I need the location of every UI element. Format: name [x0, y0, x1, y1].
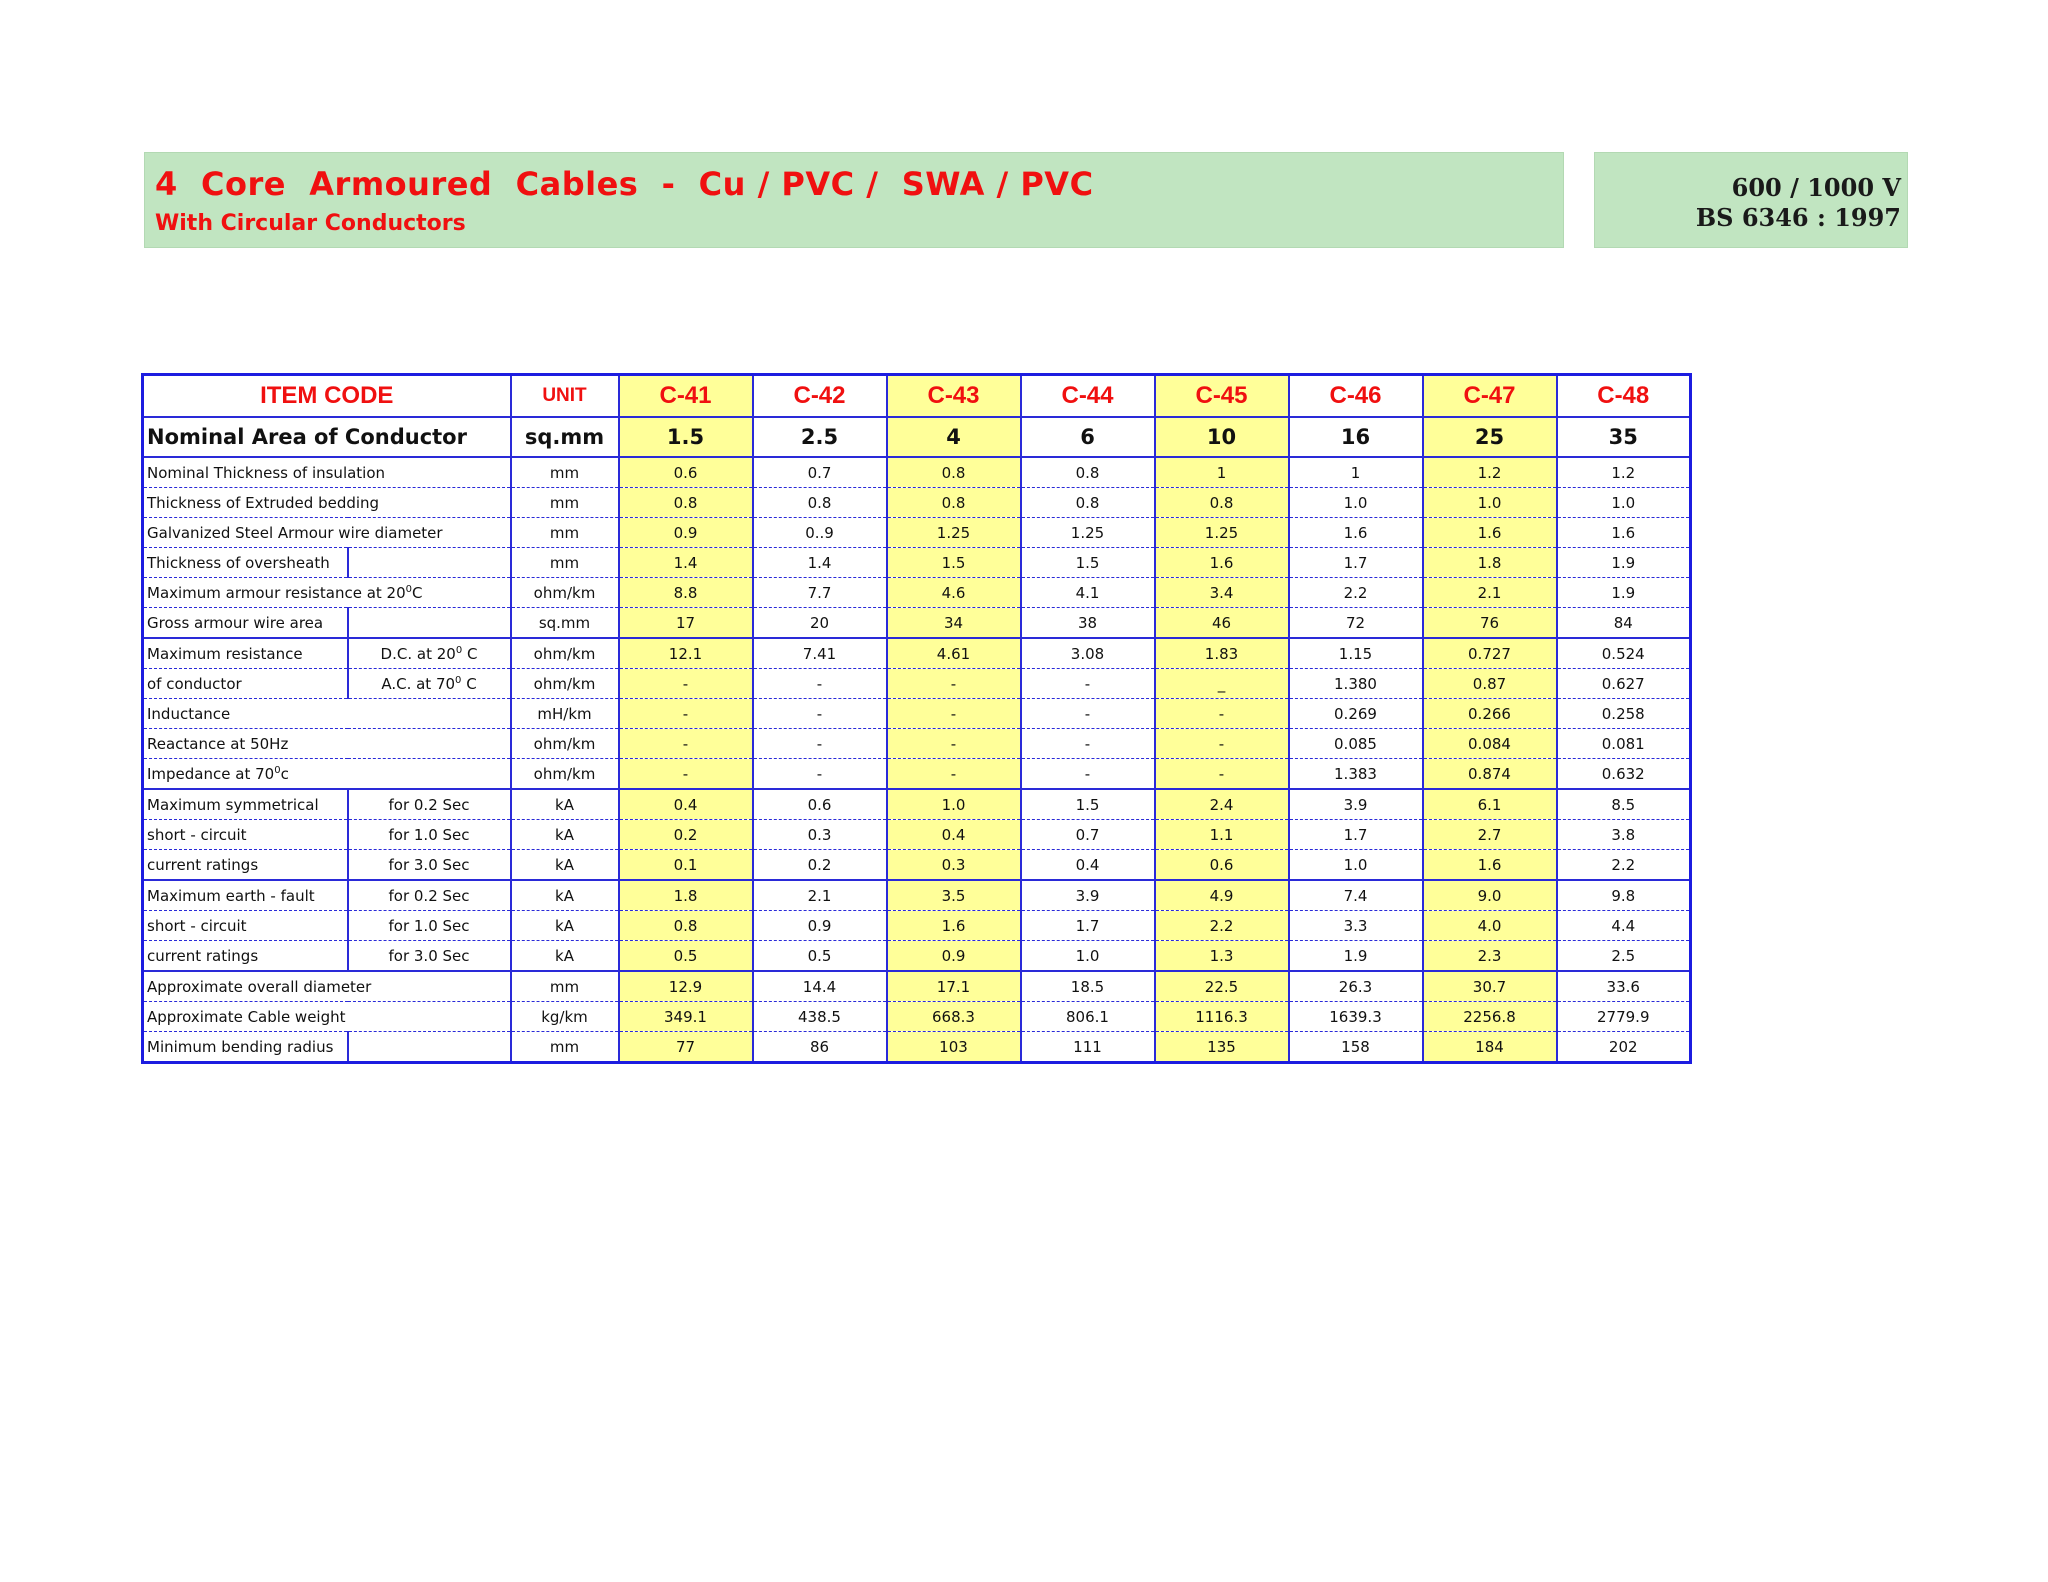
row-label: Gross armour wire area — [143, 608, 348, 639]
row-value-cell: 0.258 — [1557, 699, 1691, 729]
row-value-cell: 3.4 — [1155, 578, 1289, 608]
row-value-cell: 1.83 — [1155, 638, 1289, 669]
row-unit: kA — [511, 880, 619, 911]
spec-row-sym-02 — [143, 789, 1691, 820]
row-unit: kg/km — [511, 1002, 619, 1032]
rating-banner — [1594, 152, 1908, 248]
spec-row-ac-res — [143, 669, 1691, 699]
row-value-cell: 1 — [1289, 457, 1423, 488]
row-sublabel: for 0.2 Sec — [348, 789, 511, 820]
row-value-cell: 0.5 — [753, 941, 887, 972]
row-value-cell: - — [1155, 699, 1289, 729]
row-value-cell: 1.5 — [1021, 548, 1155, 578]
spec-row-insulation — [143, 457, 1691, 488]
row-label: Thickness of Extruded bedding — [143, 488, 511, 518]
item-code-header: ITEM CODE — [143, 375, 511, 418]
row-value-cell: 14.4 — [753, 971, 887, 1002]
row-value-cell: 1.9 — [1557, 548, 1691, 578]
row-value-cell: 1.2 — [1557, 457, 1691, 488]
row-sublabel — [348, 669, 511, 699]
row-value-cell: 0.7 — [753, 457, 887, 488]
row-value-cell: 0.085 — [1289, 729, 1423, 759]
nominal-area-value-cell: 1.5 — [619, 417, 753, 457]
row-unit: mm — [511, 457, 619, 488]
row-unit: ohm/km — [511, 578, 619, 608]
row-sublabel: for 1.0 Sec — [348, 911, 511, 941]
row-value-cell: 1.2 — [1423, 457, 1557, 488]
row-value-cell: 1.1 — [1155, 820, 1289, 850]
standard-label: BS 6346 : 1997 — [1695, 203, 1901, 232]
row-value-cell: 202 — [1557, 1032, 1691, 1063]
row-value-cell: 26.3 — [1289, 971, 1423, 1002]
spec-row-reactance — [143, 729, 1691, 759]
row-unit: sq.mm — [511, 608, 619, 639]
row-value-cell: - — [753, 759, 887, 790]
item-code-cell: C-45 — [1155, 375, 1289, 418]
row-value-cell: - — [619, 669, 753, 699]
row-value-cell: 12.1 — [619, 638, 753, 669]
nominal-area-row — [143, 417, 1691, 457]
spec-row-bedding — [143, 488, 1691, 518]
row-value-cell: 3.08 — [1021, 638, 1155, 669]
row-value-cell: - — [1155, 729, 1289, 759]
row-unit: mm — [511, 971, 619, 1002]
row-unit: kA — [511, 789, 619, 820]
row-value-cell: 1.4 — [619, 548, 753, 578]
row-value-cell: 76 — [1423, 608, 1557, 639]
row-sublabel — [348, 638, 511, 669]
row-value-cell: 38 — [1021, 608, 1155, 639]
row-value-cell: 0.081 — [1557, 729, 1691, 759]
row-value-cell: 4.4 — [1557, 911, 1691, 941]
row-value-cell: 1.383 — [1289, 759, 1423, 790]
voltage-rating: 600 / 1000 V — [1731, 173, 1901, 202]
row-value-cell: 0.4 — [887, 820, 1021, 850]
row-value-cell: 17 — [619, 608, 753, 639]
row-unit: mm — [511, 548, 619, 578]
item-code-cell: C-46 — [1289, 375, 1423, 418]
row-label: short - circuit — [143, 911, 348, 941]
row-value-cell: _ — [1155, 669, 1289, 699]
row-value-cell: 0.2 — [619, 820, 753, 850]
row-value-cell: 0.8 — [1021, 488, 1155, 518]
row-value-cell: 4.0 — [1423, 911, 1557, 941]
row-value-cell: 1.4 — [753, 548, 887, 578]
row-value-cell: 2.1 — [753, 880, 887, 911]
row-value-cell: 0.524 — [1557, 638, 1691, 669]
row-value-cell: 1.0 — [1423, 488, 1557, 518]
row-unit: mH/km — [511, 699, 619, 729]
row-value-cell: 2.2 — [1557, 850, 1691, 881]
row-value-cell: - — [887, 699, 1021, 729]
row-value-cell: - — [1021, 669, 1155, 699]
row-value-cell: 668.3 — [887, 1002, 1021, 1032]
row-label: Maximum resistance — [143, 638, 348, 669]
row-value-cell: 1.0 — [1021, 941, 1155, 972]
row-value-cell: 806.1 — [1021, 1002, 1155, 1032]
row-unit: kA — [511, 850, 619, 881]
row-value-cell: 158 — [1289, 1032, 1423, 1063]
row-value-cell: 0..9 — [753, 518, 887, 548]
row-label: Nominal Thickness of insulation — [143, 457, 511, 488]
row-value-cell: 4.1 — [1021, 578, 1155, 608]
nominal-area-value-cell: 2.5 — [753, 417, 887, 457]
row-sublabel-empty — [348, 608, 511, 639]
row-unit: ohm/km — [511, 759, 619, 790]
row-value-cell: 7.4 — [1289, 880, 1423, 911]
label-superscript: 0 — [274, 764, 281, 776]
label-text: C — [461, 674, 477, 693]
row-label: current ratings — [143, 941, 348, 972]
row-value-cell: - — [1021, 699, 1155, 729]
row-unit: kA — [511, 820, 619, 850]
row-value-cell: 1.5 — [887, 548, 1021, 578]
row-value-cell: 0.8 — [1155, 488, 1289, 518]
label-text: c — [280, 764, 289, 783]
row-value-cell: - — [887, 669, 1021, 699]
row-value-cell: 86 — [753, 1032, 887, 1063]
row-label: Approximate Cable weight — [143, 1002, 511, 1032]
nominal-area-value-cell: 25 — [1423, 417, 1557, 457]
row-value-cell: 6.1 — [1423, 789, 1557, 820]
row-value-cell: 0.8 — [887, 488, 1021, 518]
row-label: short - circuit — [143, 820, 348, 850]
row-value-cell: 84 — [1557, 608, 1691, 639]
row-sublabel: for 0.2 Sec — [348, 880, 511, 911]
row-value-cell: 4.6 — [887, 578, 1021, 608]
row-unit: mm — [511, 1032, 619, 1063]
row-value-cell: 0.6 — [753, 789, 887, 820]
spec-row-dc-res — [143, 638, 1691, 669]
row-value-cell: - — [887, 759, 1021, 790]
item-code-cell: C-47 — [1423, 375, 1557, 418]
row-value-cell: 1.6 — [1423, 850, 1557, 881]
spec-row-earth-10 — [143, 911, 1691, 941]
row-value-cell: - — [1021, 729, 1155, 759]
row-value-cell: 103 — [887, 1032, 1021, 1063]
spec-row-armour-res — [143, 578, 1691, 608]
spec-row-bending — [143, 1032, 1691, 1063]
row-value-cell: 0.8 — [619, 488, 753, 518]
row-value-cell: 12.9 — [619, 971, 753, 1002]
row-value-cell: 1.25 — [887, 518, 1021, 548]
row-value-cell: 3.3 — [1289, 911, 1423, 941]
row-sublabel: for 3.0 Sec — [348, 850, 511, 881]
row-value-cell: 7.41 — [753, 638, 887, 669]
row-value-cell: 349.1 — [619, 1002, 753, 1032]
row-label — [143, 578, 511, 608]
label-text: C — [462, 644, 478, 663]
row-value-cell: 184 — [1423, 1032, 1557, 1063]
row-sublabel-empty — [348, 1032, 511, 1063]
row-unit: ohm/km — [511, 729, 619, 759]
row-value-cell: 0.3 — [887, 850, 1021, 881]
row-unit: kA — [511, 911, 619, 941]
label-text: Impedance at 70 — [147, 764, 275, 783]
row-value-cell: - — [753, 669, 887, 699]
row-value-cell: 2.7 — [1423, 820, 1557, 850]
row-value-cell: 1.7 — [1289, 548, 1423, 578]
row-unit: mm — [511, 518, 619, 548]
row-value-cell: 0.6 — [1155, 850, 1289, 881]
row-value-cell: 1.15 — [1289, 638, 1423, 669]
row-label: Thickness of oversheath — [143, 548, 348, 578]
row-value-cell: 1.25 — [1021, 518, 1155, 548]
row-value-cell: 4.9 — [1155, 880, 1289, 911]
row-label: Maximum symmetrical — [143, 789, 348, 820]
row-value-cell: 0.8 — [753, 488, 887, 518]
label-superscript: 0 — [405, 583, 412, 595]
row-unit: ohm/km — [511, 669, 619, 699]
row-value-cell: 72 — [1289, 608, 1423, 639]
row-value-cell: 0.5 — [619, 941, 753, 972]
unit-header: UNIT — [511, 375, 619, 418]
row-value-cell: 0.266 — [1423, 699, 1557, 729]
row-value-cell: 1.6 — [1289, 518, 1423, 548]
item-code-cell: C-44 — [1021, 375, 1155, 418]
row-value-cell: 1639.3 — [1289, 1002, 1423, 1032]
row-value-cell: 0.627 — [1557, 669, 1691, 699]
row-value-cell: 8.8 — [619, 578, 753, 608]
row-value-cell: 1.7 — [1021, 911, 1155, 941]
row-value-cell: 135 — [1155, 1032, 1289, 1063]
row-value-cell: 1.0 — [1557, 488, 1691, 518]
row-value-cell: 46 — [1155, 608, 1289, 639]
spec-row-sym-10 — [143, 820, 1691, 850]
row-value-cell: 1.3 — [1155, 941, 1289, 972]
row-value-cell: 77 — [619, 1032, 753, 1063]
row-value-cell: 0.8 — [887, 457, 1021, 488]
row-value-cell: 2.4 — [1155, 789, 1289, 820]
row-label: Inductance — [143, 699, 511, 729]
row-value-cell: - — [619, 729, 753, 759]
item-code-cell: C-43 — [887, 375, 1021, 418]
nominal-area-value-cell: 35 — [1557, 417, 1691, 457]
spec-row-armour-wire — [143, 518, 1691, 548]
row-value-cell: 0.9 — [753, 911, 887, 941]
spec-row-impedance — [143, 759, 1691, 790]
row-unit: mm — [511, 488, 619, 518]
row-value-cell: 0.6 — [619, 457, 753, 488]
row-value-cell: 3.8 — [1557, 820, 1691, 850]
row-value-cell: - — [1155, 759, 1289, 790]
row-value-cell: 1116.3 — [1155, 1002, 1289, 1032]
row-label: Reactance at 50Hz — [143, 729, 511, 759]
row-sublabel: for 1.0 Sec — [348, 820, 511, 850]
row-value-cell: 0.87 — [1423, 669, 1557, 699]
row-value-cell: 3.5 — [887, 880, 1021, 911]
row-value-cell: 1.6 — [1557, 518, 1691, 548]
row-value-cell: 1.25 — [1155, 518, 1289, 548]
row-value-cell: 33.6 — [1557, 971, 1691, 1002]
row-value-cell: 2256.8 — [1423, 1002, 1557, 1032]
row-value-cell: 1.6 — [887, 911, 1021, 941]
row-value-cell: 0.4 — [1021, 850, 1155, 881]
nominal-area-label: Nominal Area of Conductor — [143, 417, 511, 457]
title-banner — [144, 152, 1564, 248]
row-value-cell: 2.1 — [1423, 578, 1557, 608]
label-text: A.C. at 70 — [381, 674, 456, 693]
page-title: 4 Core Armoured Cables - Cu / PVC / SWA / PVC — [155, 165, 1094, 203]
row-value-cell: 1.6 — [1155, 548, 1289, 578]
row-value-cell: - — [619, 759, 753, 790]
row-value-cell: 0.9 — [619, 518, 753, 548]
row-value-cell: 1.380 — [1289, 669, 1423, 699]
row-value-cell: 1.0 — [1289, 488, 1423, 518]
nominal-area-value-cell: 4 — [887, 417, 1021, 457]
row-value-cell: 0.1 — [619, 850, 753, 881]
spec-row-weight — [143, 1002, 1691, 1032]
row-value-cell: 1.0 — [887, 789, 1021, 820]
row-value-cell: 1.7 — [1289, 820, 1423, 850]
spec-row-oversheath — [143, 548, 1691, 578]
row-value-cell: 438.5 — [753, 1002, 887, 1032]
label-superscript: 0 — [455, 674, 462, 686]
nominal-area-unit: sq.mm — [511, 417, 619, 457]
spec-row-earth-30 — [143, 941, 1691, 972]
row-value-cell: 9.0 — [1423, 880, 1557, 911]
row-value-cell: 1.6 — [1423, 518, 1557, 548]
row-value-cell: 0.8 — [619, 911, 753, 941]
row-value-cell: - — [753, 699, 887, 729]
row-label: Approximate overall diameter — [143, 971, 511, 1002]
row-value-cell: - — [619, 699, 753, 729]
row-value-cell: 2.2 — [1289, 578, 1423, 608]
row-value-cell: 17.1 — [887, 971, 1021, 1002]
row-value-cell: 2.5 — [1557, 941, 1691, 972]
item-code-cell: C-42 — [753, 375, 887, 418]
header-row — [143, 375, 1691, 418]
row-value-cell: 0.9 — [887, 941, 1021, 972]
row-unit: ohm/km — [511, 638, 619, 669]
row-value-cell: 0.2 — [753, 850, 887, 881]
row-value-cell: 1.8 — [1423, 548, 1557, 578]
row-value-cell: 7.7 — [753, 578, 887, 608]
item-code-cell: C-48 — [1557, 375, 1691, 418]
row-label: of conductor — [143, 669, 348, 699]
row-value-cell: 9.8 — [1557, 880, 1691, 911]
row-value-cell: 0.727 — [1423, 638, 1557, 669]
row-value-cell: 0.4 — [619, 789, 753, 820]
row-unit: kA — [511, 941, 619, 972]
row-value-cell: 2.3 — [1423, 941, 1557, 972]
row-value-cell: 0.269 — [1289, 699, 1423, 729]
row-value-cell: 4.61 — [887, 638, 1021, 669]
row-value-cell: 30.7 — [1423, 971, 1557, 1002]
row-value-cell: 8.5 — [1557, 789, 1691, 820]
spec-row-inductance — [143, 699, 1691, 729]
row-value-cell: 1.9 — [1289, 941, 1423, 972]
row-value-cell: - — [753, 729, 887, 759]
row-value-cell: 1 — [1155, 457, 1289, 488]
row-value-cell: 2.2 — [1155, 911, 1289, 941]
row-value-cell: - — [1021, 759, 1155, 790]
item-code-cell: C-41 — [619, 375, 753, 418]
row-value-cell: 0.8 — [1021, 457, 1155, 488]
row-label — [143, 759, 511, 790]
row-value-cell: 0.084 — [1423, 729, 1557, 759]
row-value-cell: - — [887, 729, 1021, 759]
row-value-cell: 0.632 — [1557, 759, 1691, 790]
spec-row-sym-30 — [143, 850, 1691, 881]
row-value-cell: 18.5 — [1021, 971, 1155, 1002]
row-value-cell: 1.5 — [1021, 789, 1155, 820]
row-value-cell: 0.7 — [1021, 820, 1155, 850]
row-value-cell: 1.8 — [619, 880, 753, 911]
spec-row-gross-area — [143, 608, 1691, 639]
row-value-cell: 111 — [1021, 1032, 1155, 1063]
row-value-cell: 0.874 — [1423, 759, 1557, 790]
cable-spec-table — [141, 373, 1692, 1064]
row-value-cell: 3.9 — [1289, 789, 1423, 820]
row-value-cell: 34 — [887, 608, 1021, 639]
nominal-area-value-cell: 10 — [1155, 417, 1289, 457]
row-value-cell: 22.5 — [1155, 971, 1289, 1002]
row-label: Maximum earth - fault — [143, 880, 348, 911]
row-value-cell: 1.0 — [1289, 850, 1423, 881]
row-value-cell: 0.3 — [753, 820, 887, 850]
label-text: C — [412, 583, 423, 602]
nominal-area-value-cell: 16 — [1289, 417, 1423, 457]
spec-row-diameter — [143, 971, 1691, 1002]
row-label: current ratings — [143, 850, 348, 881]
row-label: Galvanized Steel Armour wire diameter — [143, 518, 511, 548]
spec-row-earth-02 — [143, 880, 1691, 911]
nominal-area-value-cell: 6 — [1021, 417, 1155, 457]
row-value-cell: 2779.9 — [1557, 1002, 1691, 1032]
row-sublabel: for 3.0 Sec — [348, 941, 511, 972]
label-superscript: 0 — [455, 644, 463, 656]
label-text: D.C. at 20 — [380, 644, 456, 663]
row-value-cell: 20 — [753, 608, 887, 639]
row-sublabel-empty — [348, 548, 511, 578]
label-text: Maximum armour resistance at 20 — [147, 583, 406, 602]
row-value-cell: 3.9 — [1021, 880, 1155, 911]
row-value-cell: 1.9 — [1557, 578, 1691, 608]
row-label: Minimum bending radius — [143, 1032, 348, 1063]
page-subtitle: With Circular Conductors — [155, 211, 466, 236]
